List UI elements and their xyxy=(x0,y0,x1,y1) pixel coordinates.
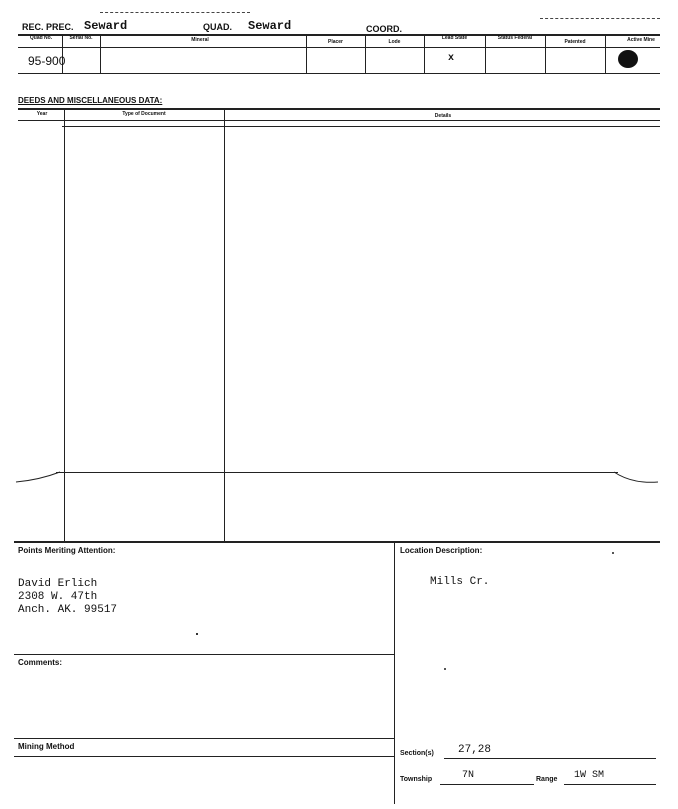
col-placer: Placer xyxy=(327,39,343,45)
col-quad-no: Quad No. xyxy=(29,35,53,41)
coord-label: COORD. xyxy=(366,24,402,34)
section-label: Section(s) xyxy=(400,750,434,757)
record-bottom-rule xyxy=(18,73,660,74)
points-line: 2308 W. 47th xyxy=(18,591,98,603)
col-mineral: Mineral xyxy=(191,37,209,43)
column-header-rule xyxy=(18,47,660,48)
mining-method-label: Mining Method xyxy=(18,742,75,751)
col-divider xyxy=(485,35,486,73)
points-label: Points Meriting Attention: xyxy=(18,546,116,555)
stray-mark xyxy=(444,668,446,670)
rec-prec-value: Seward xyxy=(84,19,128,33)
col-divider xyxy=(100,35,101,73)
fold-curve-right xyxy=(612,470,662,490)
deeds-divider-year xyxy=(64,109,65,541)
mining-sub-rule xyxy=(14,756,394,757)
fold-line xyxy=(56,472,618,473)
points-text xyxy=(18,578,117,617)
township-underline xyxy=(440,784,534,785)
col-lode: Lode xyxy=(388,39,401,45)
points-line: Anch. AK. 99517 xyxy=(18,604,118,616)
stray-mark xyxy=(612,552,614,554)
col-divider xyxy=(605,35,606,73)
comments-rule xyxy=(14,654,394,655)
bottom-center-divider xyxy=(394,542,395,804)
stray-mark xyxy=(196,633,198,635)
location-value: Mills Cr. xyxy=(430,576,490,588)
lead-state-mark: x xyxy=(448,53,455,64)
col-type-of-document: Type of Document xyxy=(122,111,166,117)
deeds-sub-rule xyxy=(62,126,660,127)
col-divider xyxy=(424,35,425,73)
col-lead-state: Lead State xyxy=(441,35,468,41)
deeds-divider-type xyxy=(224,109,225,541)
quad-label: QUAD. xyxy=(203,22,232,32)
range-value: 1W SM xyxy=(574,770,605,781)
col-active-mine: Active Mine xyxy=(627,37,655,43)
fold-curve-left xyxy=(14,466,64,486)
col-patented: Patented xyxy=(564,39,586,45)
active-mine-dot xyxy=(618,50,638,68)
col-year: Year xyxy=(36,111,48,117)
top-dash-mark xyxy=(100,12,250,13)
comments-label: Comments: xyxy=(18,658,63,667)
bottom-section-rule xyxy=(14,541,660,543)
header-rule xyxy=(18,34,660,36)
township-label: Township xyxy=(400,776,433,783)
section-underline xyxy=(444,758,656,759)
quad-no-value: 95-900 xyxy=(28,54,66,68)
quad-value: Seward xyxy=(248,19,292,33)
col-details: Details xyxy=(434,113,452,119)
points-line: David Erlich xyxy=(18,578,98,590)
mining-rule xyxy=(14,738,394,739)
range-underline xyxy=(564,784,656,785)
deeds-header-rule xyxy=(18,120,660,121)
col-serial-no: Serial No. xyxy=(69,35,93,41)
township-value: 7N xyxy=(462,770,475,781)
col-status-federal: Status Federal xyxy=(497,35,533,41)
section-value: 27,28 xyxy=(458,744,492,756)
top-dash-mark-right xyxy=(540,18,660,19)
deeds-top-rule xyxy=(18,108,660,110)
range-label: Range xyxy=(536,776,558,783)
location-label: Location Description: xyxy=(400,546,483,555)
deeds-title: DEEDS AND MISCELLANEOUS DATA: xyxy=(18,96,163,105)
rec-prec-label: REC. PREC. xyxy=(22,22,74,32)
